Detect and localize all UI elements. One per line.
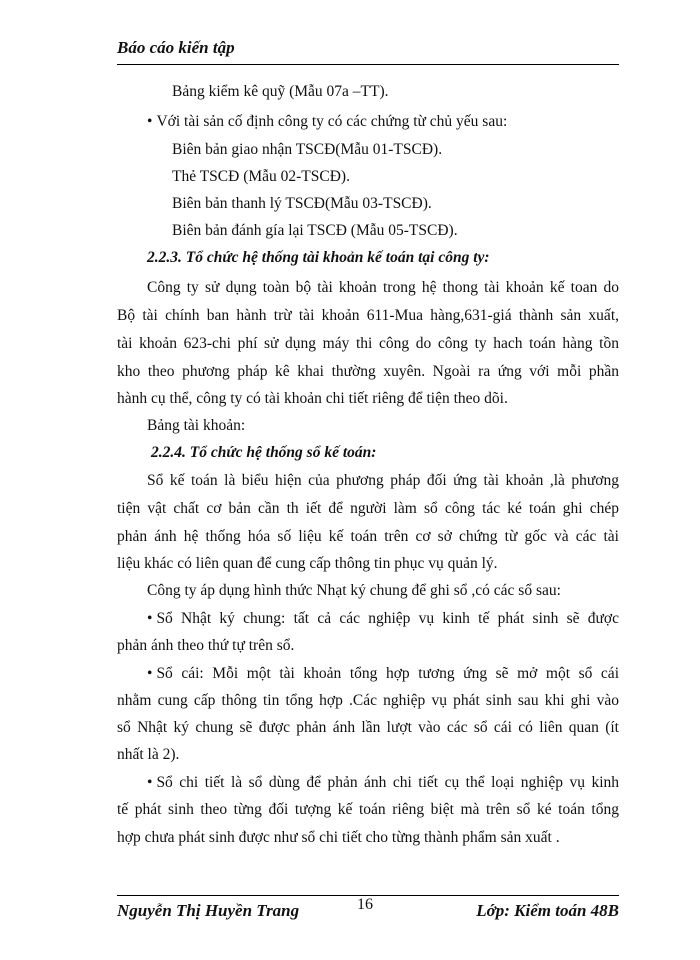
footer-class: Lớp: Kiểm toán 48B xyxy=(476,901,619,920)
body-line: tài khoản 623-chi phí sử dụng máy thi công do công ty hach toán hàng tồn xyxy=(117,335,619,352)
bullet-line: • Sổ Nhật ký chung: tất cả các nghiệp vụ kinh tế phát sinh sẽ được xyxy=(147,609,619,629)
body-line: tiện vật chất cơ bản cần th iết để người làm sổ công tác ké toán ghi chép xyxy=(117,500,619,517)
body-line: Công ty sử dụng toàn bộ tài khoản trong hệ thong tài khoản kế toan do xyxy=(147,279,619,296)
bullet-line: • Sổ chi tiết là sổ dùng để phản ánh chi tiết cụ thể loại nghiệp vụ kinh xyxy=(147,773,619,793)
body-line: Thẻ TSCĐ (Mẫu 02-TSCĐ). xyxy=(172,168,350,185)
body-line: Bộ tài chính ban hành trừ tài khoản 611-Mua hàng,631-giá thành sản xuất, xyxy=(117,307,619,324)
body-line: phản ánh hệ thống hóa số liệu kế toán trên cơ sở chứng từ gốc và các tài xyxy=(117,528,619,545)
body-line: Biên bản giao nhận TSCĐ(Mẫu 01-TSCĐ). xyxy=(172,141,443,158)
body-line: hợp chưa phát sinh được như sổ chi tiết cho từng thành phẩm sản xuất . xyxy=(117,829,560,846)
body-line: nhằm cung cấp thông tin tổng hợp .Các nghiệp vụ phát sinh sau khi ghi vào xyxy=(117,692,619,709)
section-heading: 2.2.4. Tổ chức hệ thống sổ kế toán: xyxy=(151,444,377,461)
bullet-line: • Với tài sản cố định công ty có các chứng từ chủ yếu sau: xyxy=(147,112,507,132)
body-line: Bảng tài khoản: xyxy=(147,417,246,434)
body-line: Sổ kế toán là biểu hiện của phương pháp đối ứng tài khoản ,là phương xyxy=(147,472,619,489)
body-line: kho theo phương pháp kê khai thường xuyên. Ngoài ra ứng với mỗi phần xyxy=(117,363,619,380)
footer-author: Nguyễn Thị Huyền Trang xyxy=(117,901,300,920)
page-number: 16 xyxy=(357,896,373,913)
body-line: phản ánh theo thứ tự trên sổ. xyxy=(117,637,295,654)
body-line: Bảng kiểm kê quỹ (Mẫu 07a –TT). xyxy=(172,83,389,100)
body-line: hành cụ thể, công ty có tài khoản chi tiết riêng để tiện theo dõi. xyxy=(117,390,508,407)
section-heading: 2.2.3. Tổ chức hệ thống tài khoản kế toán tại công ty: xyxy=(147,249,490,266)
body-line: liệu khác có liên quan để cung cấp thông tin phục vụ quản lý. xyxy=(117,555,498,572)
page-header-title: Báo cáo kiến tập xyxy=(117,38,235,57)
header-divider xyxy=(117,64,619,65)
bullet-line: • Sổ cái: Mỗi một tài khoản tổng hợp tương ứng sẽ mở một sổ cái xyxy=(147,664,619,684)
body-line: sổ Nhật ký chung sẽ được phản ánh lần lượt vào các sổ cái có liên quan (ít xyxy=(117,719,619,736)
body-line: tế phát sinh theo từng đối tượng kế toán riêng biệt mà trên sổ ké toán tổng xyxy=(117,801,619,818)
body-line: Công ty áp dụng hình thức Nhạt ký chung để ghi sổ ,có các sổ sau: xyxy=(147,582,561,599)
body-line: Biên bản đánh gía lại TSCĐ (Mẫu 05-TSCĐ). xyxy=(172,222,458,239)
body-line: nhất là 2). xyxy=(117,746,180,763)
body-line: Biên bản thanh lý TSCĐ(Mẫu 03-TSCĐ). xyxy=(172,195,432,212)
